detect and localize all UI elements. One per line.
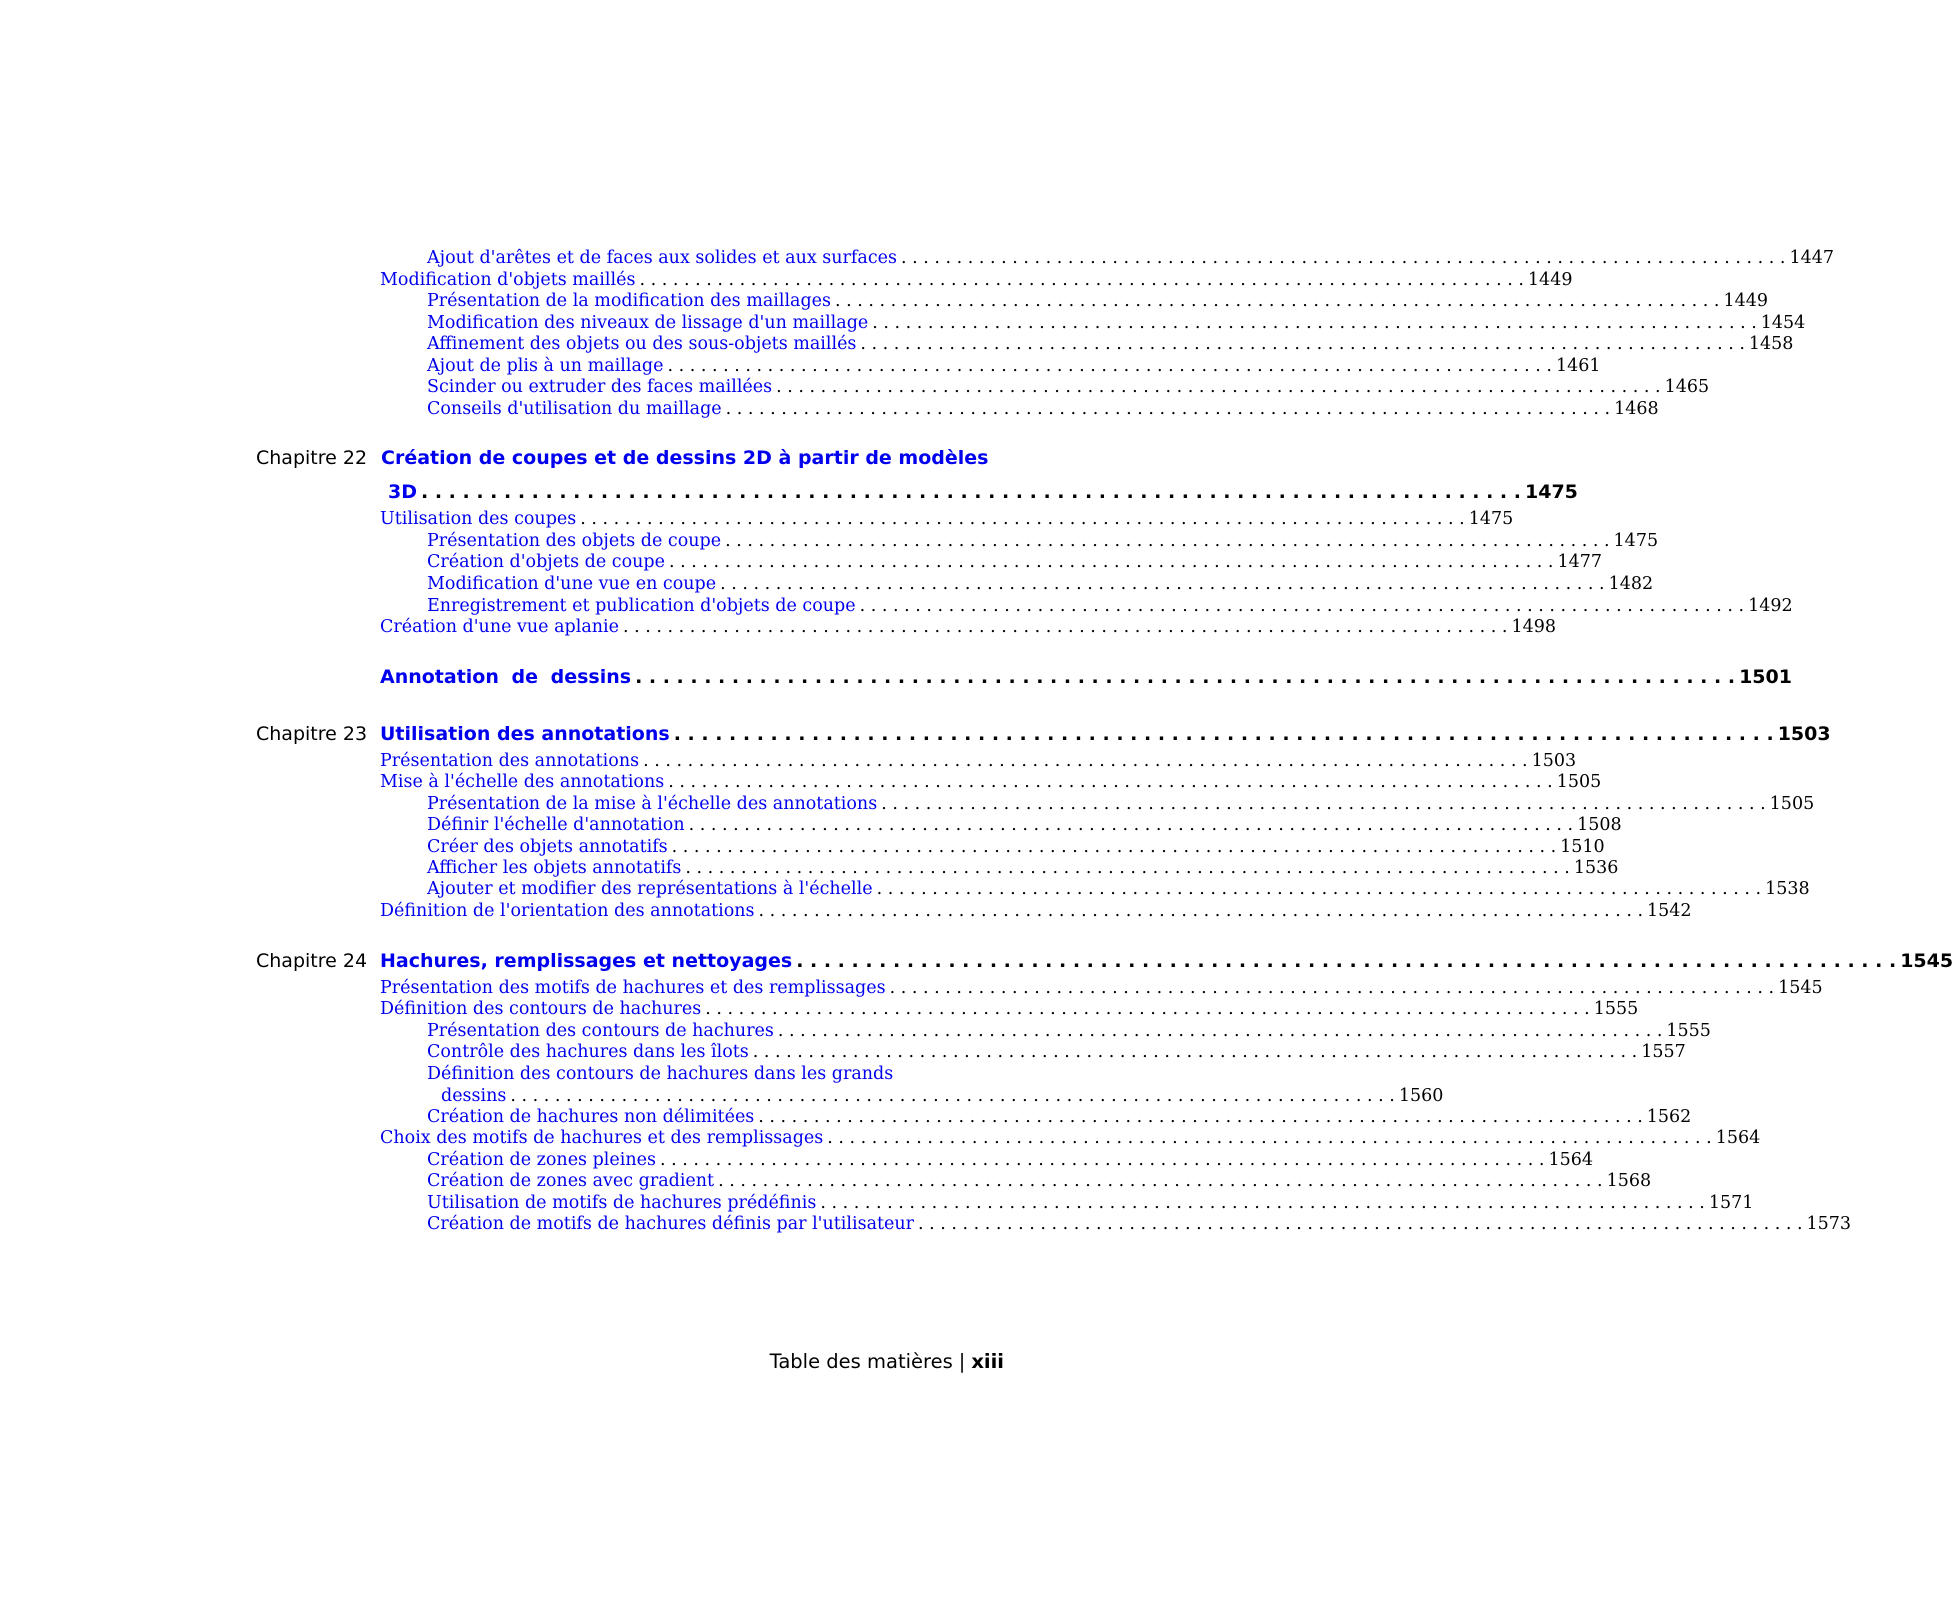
toc-entry[interactable] [427, 1150, 1593, 1170]
toc-entry-title[interactable]: Présentation des motifs de hachures et des remplissages [380, 978, 886, 998]
toc-entry[interactable] [427, 858, 1619, 878]
toc-entry[interactable] [427, 377, 1710, 397]
toc-entry[interactable] [427, 334, 1794, 354]
chapter-page: 1545 [1900, 950, 1953, 972]
dot-leader: . . . . . . . . . . . . . . . . . . . . . . . . . . . . . . . . . . . . . . . . . . . . . . . . . . . . . . . . . . . . . . . . . . . . . . . . . . . . . . . . [688, 815, 1574, 835]
toc-entry-title[interactable]: Ajout d'arêtes et de faces aux solides et aux surfaces [427, 248, 897, 268]
dot-leader: . . . . . . . . . . . . . . . . . . . . . . . . . . . . . . . . . . . . . . . . . . . . . . . . . . . . . . . . . . . . . . . . . . . . . . . . . . . . . . . . [835, 291, 1720, 311]
toc-entry[interactable] [427, 1042, 1686, 1062]
toc-entry[interactable] [380, 270, 1573, 290]
dot-leader: . . . . . . . . . . . . . . . . . . . . . . . . . . . . . . . . . . . . . . . . . . . . . . . . . . . . . . . . . . . . . . . . . . . . . . . . . . . . . . . . [725, 531, 1610, 551]
dot-leader: . . . . . . . . . . . . . . . . . . . . . . . . . . . . . . . . . . . . . . . . . . . . . . . . . . . . . . . . . . . . . . . . . . . . . . . . . . . . . . . . [796, 950, 1897, 972]
dot-leader: . . . . . . . . . . . . . . . . . . . . . . . . . . . . . . . . . . . . . . . . . . . . . . . . . . . . . . . . . . . . . . . . . . . . . . . . . . . . . . . . [643, 751, 1528, 771]
toc-entry-page: 1449 [1723, 291, 1769, 311]
footer-page-number: xiii [971, 1350, 1004, 1373]
toc-entry-title[interactable]: Scinder ou extruder des faces maillées [427, 377, 773, 397]
toc-entry-line2[interactable] [441, 1086, 1444, 1106]
dot-leader: . . . . . . . . . . . . . . . . . . . . . . . . . . . . . . . . . . . . . . . . . . . . . . . . . . . . . . . . . . . . . . . . . . . . . . . . . . . . . . . . [421, 481, 1521, 503]
toc-entry-page: 1538 [1765, 879, 1810, 899]
toc-entry-page: 1505 [1769, 794, 1815, 814]
dot-leader: . . . . . . . . . . . . . . . . . . . . . . . . . . . . . . . . . . . . . . . . . . . . . . . . . . . . . . . . . . . . . . . . . . . . . . . . . . . . . . . . [876, 879, 1762, 899]
chapter-entry[interactable] [380, 723, 1831, 745]
toc-entry-page: 1503 [1531, 751, 1577, 771]
dot-leader: . . . . . . . . . . . . . . . . . . . . . . . . . . . . . . . . . . . . . . . . . . . . . . . . . . . . . . . . . . . . . . . . . . . . . . . . . . . . . . . . [635, 666, 1736, 688]
toc-entry-title[interactable]: Modification des niveaux de lissage d'un maillage [427, 313, 869, 333]
toc-entry-title[interactable]: Contrôle des hachures dans les îlots [427, 1042, 749, 1062]
toc-entry-title[interactable]: Définition de l'orientation des annotations [380, 901, 755, 921]
toc-entry-title[interactable]: Présentation des annotations [380, 751, 640, 771]
footer-separator: | [958, 1350, 966, 1373]
toc-entry-title[interactable]: Présentation des contours de hachures [427, 1021, 774, 1041]
toc-entry-title[interactable]: Création de zones avec gradient [427, 1171, 715, 1191]
toc-entry-title[interactable]: Créer des objets annotatifs [427, 837, 668, 857]
toc-entry[interactable] [427, 879, 1810, 899]
chapter-label: Chapitre 23 [256, 723, 368, 745]
dot-leader: . . . . . . . . . . . . . . . . . . . . . . . . . . . . . . . . . . . . . . . . . . . . . . . . . . . . . . . . . . . . . . . . . . . . . . . . . . . . . . . . [667, 356, 1552, 376]
dot-leader: . . . . . . . . . . . . . . . . . . . . . . . . . . . . . . . . . . . . . . . . . . . . . . . . . . . . . . . . . . . . . . . . . . . . . . . . . . . . . . . . [671, 837, 1557, 857]
chapter-label: Chapitre 22 [256, 447, 368, 469]
dot-leader: . . . . . . . . . . . . . . . . . . . . . . . . . . . . . . . . . . . . . . . . . . . . . . . . . . . . . . . . . . . . . . . . . . . . . . . . . . . . . . . . [859, 596, 1745, 616]
toc-entry-title[interactable]: Création d'une vue aplanie [380, 617, 619, 637]
toc-entry[interactable] [427, 837, 1605, 857]
toc-entry-page: 1542 [1647, 901, 1692, 921]
page-footer [700, 1350, 1004, 1373]
toc-entry-title[interactable]: Modification d'objets maillés [380, 270, 636, 290]
toc-entry-page: 1475 [1468, 509, 1514, 529]
toc-entry-page: 1560 [1398, 1086, 1444, 1106]
toc-entry-title[interactable]: Afficher les objets annotatifs [427, 858, 682, 878]
toc-entry-title[interactable]: Création de zones pleines [427, 1150, 656, 1170]
chapter-title-continuation[interactable] [388, 481, 1578, 503]
part-entry[interactable] [380, 666, 1792, 688]
dot-leader: . . . . . . . . . . . . . . . . . . . . . . . . . . . . . . . . . . . . . . . . . . . . . . . . . . . . . . . . . . . . . . . . . . . . . . . . . . . . . . . . [659, 1150, 1545, 1170]
dot-leader: . . . . . . . . . . . . . . . . . . . . . . . . . . . . . . . . . . . . . . . . . . . . . . . . . . . . . . . . . . . . . . . . . . . . . . . . . . . . . . . . [580, 509, 1465, 529]
toc-entry-page: 1449 [1527, 270, 1573, 290]
toc-entry-title[interactable]: Utilisation des coupes [380, 509, 577, 529]
toc-entry-page: 1454 [1760, 313, 1806, 333]
toc-entry-title[interactable]: Création d'objets de coupe [427, 552, 665, 572]
dot-leader: . . . . . . . . . . . . . . . . . . . . . . . . . . . . . . . . . . . . . . . . . . . . . . . . . . . . . . . . . . . . . . . . . . . . . . . . . . . . . . . . [860, 334, 1745, 354]
toc-entry-page: 1508 [1577, 815, 1622, 835]
toc-entry-page: 1573 [1806, 1214, 1852, 1234]
dot-leader: . . . . . . . . . . . . . . . . . . . . . . . . . . . . . . . . . . . . . . . . . . . . . . . . . . . . . . . . . . . . . . . . . . . . . . . . . . . . . . . . [776, 377, 1661, 397]
dot-leader: . . . . . . . . . . . . . . . . . . . . . . . . . . . . . . . . . . . . . . . . . . . . . . . . . . . . . . . . . . . . . . . . . . . . . . . . . . . . . . . . [752, 1042, 1638, 1062]
toc-entry-title[interactable]: Affinement des objets ou des sous-objets maillés [427, 334, 857, 354]
toc-entry-page: 1482 [1608, 574, 1654, 594]
toc-entry[interactable] [427, 794, 1815, 814]
toc-entry[interactable] [427, 552, 1602, 572]
dot-leader: . . . . . . . . . . . . . . . . . . . . . . . . . . . . . . . . . . . . . . . . . . . . . . . . . . . . . . . . . . . . . . . . . . . . . . . . . . . . . . . . [673, 723, 1774, 745]
toc-entry-title[interactable]: Présentation de la modification des maillages [427, 291, 832, 311]
dot-leader: . . . . . . . . . . . . . . . . . . . . . . . . . . . . . . . . . . . . . . . . . . . . . . . . . . . . . . . . . . . . . . . . . . . . . . . . . . . . . . . . [900, 248, 1786, 268]
toc-entry[interactable] [380, 901, 1692, 921]
toc-entry-title[interactable]: Création de hachures non délimitées [427, 1107, 755, 1127]
toc-entry-title[interactable]: Présentation de la mise à l'échelle des annotations [427, 794, 878, 814]
toc-entry[interactable] [380, 617, 1557, 637]
toc-entry[interactable] [427, 574, 1654, 594]
dot-leader: . . . . . . . . . . . . . . . . . . . . . . . . . . . . . . . . . . . . . . . . . . . . . . . . . . . . . . . . . . . . . . . . . . . . . . . . . . . . . . . . [510, 1086, 1395, 1106]
toc-entry[interactable] [427, 815, 1622, 835]
toc-entry-page: 1568 [1606, 1171, 1652, 1191]
toc-entry-page: 1447 [1789, 248, 1834, 268]
toc-entry-title-continuation[interactable]: dessins [441, 1086, 507, 1106]
toc-entry-page: 1498 [1511, 617, 1557, 637]
toc-entry[interactable] [380, 751, 1577, 771]
toc-entry-title[interactable]: Définition des contours de hachures dans les grands [427, 1064, 894, 1084]
dot-leader: . . . . . . . . . . . . . . . . . . . . . . . . . . . . . . . . . . . . . . . . . . . . . . . . . . . . . . . . . . . . . . . . . . . . . . . . . . . . . . . . [918, 1214, 1803, 1234]
toc-entry[interactable] [427, 399, 1659, 419]
toc-entry-page: 1562 [1646, 1107, 1692, 1127]
dot-leader: . . . . . . . . . . . . . . . . . . . . . . . . . . . . . . . . . . . . . . . . . . . . . . . . . . . . . . . . . . . . . . . . . . . . . . . . . . . . . . . . [827, 1128, 1712, 1148]
toc-entry-page: 1557 [1641, 1042, 1686, 1062]
dot-leader: . . . . . . . . . . . . . . . . . . . . . . . . . . . . . . . . . . . . . . . . . . . . . . . . . . . . . . . . . . . . . . . . . . . . . . . . . . . . . . . . [872, 313, 1757, 333]
toc-entry-title[interactable]: Modification d'une vue en coupe [427, 574, 717, 594]
toc-entry-page: 1505 [1556, 772, 1602, 792]
toc-entry-page: 1545 [1778, 978, 1823, 998]
toc-entry[interactable] [380, 772, 1602, 792]
toc-entry[interactable] [427, 1193, 1754, 1213]
toc-entry-page: 1492 [1748, 596, 1793, 616]
toc-entry-line1[interactable] [427, 1064, 1004, 1084]
toc-entry-page: 1564 [1715, 1128, 1761, 1148]
dot-leader: . . . . . . . . . . . . . . . . . . . . . . . . . . . . . . . . . . . . . . . . . . . . . . . . . . . . . . . . . . . . . . . . . . . . . . . . . . . . . . . . [622, 617, 1508, 637]
toc-entry-page: 1555 [1593, 999, 1639, 1019]
toc-entry-page: 1477 [1557, 552, 1602, 572]
toc-entry[interactable] [427, 596, 1793, 616]
chapter-title[interactable]: Utilisation des annotations [380, 723, 670, 745]
part-title[interactable]: Annotation de dessins [380, 666, 632, 688]
dot-leader: . . . . . . . . . . . . . . . . . . . . . . . . . . . . . . . . . . . . . . . . . . . . . . . . . . . . . . . . . . . . . . . . . . . . . . . . . . . . . . . . [668, 552, 1554, 572]
part-page: 1501 [1739, 666, 1792, 688]
dot-leader: . . . . . . . . . . . . . . . . . . . . . . . . . . . . . . . . . . . . . . . . . . . . . . . . . . . . . . . . . . . . . . . . . . . . . . . . . . . . . . . . [668, 772, 1553, 792]
dot-leader: . . . . . . . . . . . . . . . . . . . . . . . . . . . . . . . . . . . . . . . . . . . . . . . . . . . . . . . . . . . . . . . . . . . . . . . . . . . . . . . . [685, 858, 1570, 878]
dot-leader: . . . . . . . . . . . . . . . . . . . . . . . . . . . . . . . . . . . . . . . . . . . . . . . . . . . . . . . . . . . . . . . . . . . . . . . . . . . . . . . . [820, 1193, 1705, 1213]
dot-leader: . . . . . . . . . . . . . . . . . . . . . . . . . . . . . . . . . . . . . . . . . . . . . . . . . . . . . . . . . . . . . . . . . . . . . . . . . . . . . . . . [881, 794, 1766, 814]
toc-entry-page: 1555 [1666, 1021, 1711, 1041]
toc-entry-page: 1564 [1548, 1150, 1593, 1170]
dot-leader: . . . . . . . . . . . . . . . . . . . . . . . . . . . . . . . . . . . . . . . . . . . . . . . . . . . . . . . . . . . . . . . . . . . . . . . . . . . . . . . . [725, 399, 1611, 419]
toc-entry-page: 1510 [1560, 837, 1605, 857]
toc-entry-page: 1571 [1708, 1193, 1754, 1213]
footer-label: Table des matières [769, 1350, 953, 1373]
toc-entry[interactable] [380, 999, 1639, 1019]
toc-entry[interactable] [380, 509, 1514, 529]
dot-leader: . . . . . . . . . . . . . . . . . . . . . . . . . . . . . . . . . . . . . . . . . . . . . . . . . . . . . . . . . . . . . . . . . . . . . . . . . . . . . . . . [718, 1171, 1603, 1191]
toc-entry[interactable] [427, 356, 1601, 376]
dot-leader: . . . . . . . . . . . . . . . . . . . . . . . . . . . . . . . . . . . . . . . . . . . . . . . . . . . . . . . . . . . . . . . . . . . . . . . . . . . . . . . . [889, 978, 1775, 998]
toc-entry[interactable] [427, 1214, 1852, 1234]
dot-leader: . . . . . . . . . . . . . . . . . . . . . . . . . . . . . . . . . . . . . . . . . . . . . . . . . . . . . . . . . . . . . . . . . . . . . . . . . . . . . . . . [758, 1107, 1643, 1127]
toc-entry-page: 1465 [1664, 377, 1710, 397]
toc-entry-title[interactable]: Enregistrement et publication d'objets de coupe [427, 596, 856, 616]
dot-leader: . . . . . . . . . . . . . . . . . . . . . . . . . . . . . . . . . . . . . . . . . . . . . . . . . . . . . . . . . . . . . . . . . . . . . . . . . . . . . . . . [705, 999, 1590, 1019]
toc-entry-title[interactable]: Mise à l'échelle des annotations [380, 772, 665, 792]
toc-entry-title[interactable]: Utilisation de motifs de hachures prédéfinis [427, 1193, 817, 1213]
toc-entry[interactable] [380, 978, 1823, 998]
toc-entry-page: 1475 [1613, 531, 1659, 551]
dot-leader: . . . . . . . . . . . . . . . . . . . . . . . . . . . . . . . . . . . . . . . . . . . . . . . . . . . . . . . . . . . . . . . . . . . . . . . . . . . . . . . . [720, 574, 1605, 594]
toc-entry-title[interactable]: Ajouter et modifier des représentations à l'échelle [427, 879, 873, 899]
toc-entry[interactable] [427, 313, 1806, 333]
toc-entry[interactable] [427, 1171, 1652, 1191]
toc-entry[interactable] [427, 248, 1834, 268]
dot-leader: . . . . . . . . . . . . . . . . . . . . . . . . . . . . . . . . . . . . . . . . . . . . . . . . . . . . . . . . . . . . . . . . . . . . . . . . . . . . . . . . [777, 1021, 1663, 1041]
chapter-title[interactable]: Hachures, remplissages et nettoyages [380, 950, 793, 972]
toc-entry-title[interactable]: Définition des contours de hachures [380, 999, 702, 1019]
dot-leader: . . . . . . . . . . . . . . . . . . . . . . . . . . . . . . . . . . . . . . . . . . . . . . . . . . . . . . . . . . . . . . . . . . . . . . . . . . . . . . . . [758, 901, 1644, 921]
toc-entry[interactable] [427, 1021, 1711, 1041]
toc-entry[interactable] [427, 1107, 1692, 1127]
toc-entry-title[interactable]: Définir l'échelle d'annotation [427, 815, 685, 835]
toc-entry-title[interactable]: Conseils d'utilisation du maillage [427, 399, 722, 419]
toc-entry-title[interactable]: Ajout de plis à un maillage [427, 356, 664, 376]
toc-entry-page: 1468 [1614, 399, 1659, 419]
toc-entry-title[interactable]: Présentation des objets de coupe [427, 531, 722, 551]
chapter-title[interactable]: Création de coupes et de dessins 2D à partir de modèles [381, 447, 989, 469]
chapter-page: 1503 [1777, 723, 1831, 745]
dot-leader: . . . . . . . . . . . . . . . . . . . . . . . . . . . . . . . . . . . . . . . . . . . . . . . . . . . . . . . . . . . . . . . . . . . . . . . . . . . . . . . . [639, 270, 1524, 290]
chapter-page: 1475 [1525, 481, 1578, 503]
chapter-title-line2[interactable]: 3D [388, 481, 417, 503]
toc-entry-page: 1536 [1573, 858, 1619, 878]
toc-entry-page: 1461 [1555, 356, 1601, 376]
chapter-label: Chapitre 24 [256, 950, 368, 972]
toc-entry[interactable] [427, 531, 1659, 551]
toc-entry[interactable] [427, 291, 1769, 311]
toc-entry-page: 1458 [1748, 334, 1794, 354]
toc-entry-title[interactable]: Création de motifs de hachures définis par l'utilisateur [427, 1214, 915, 1234]
toc-entry[interactable] [380, 1128, 1761, 1148]
chapter-entry[interactable] [380, 950, 1953, 972]
toc-entry-title[interactable]: Choix des motifs de hachures et des remplissages [380, 1128, 824, 1148]
